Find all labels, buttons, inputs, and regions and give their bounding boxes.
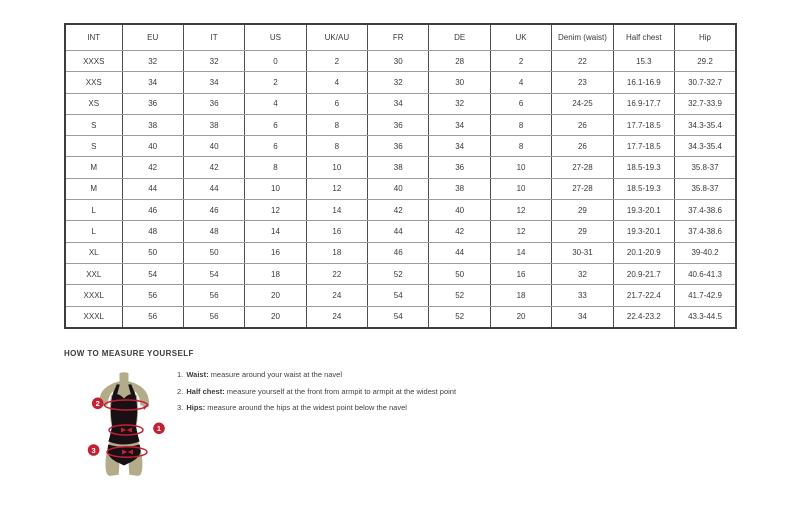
table-cell: 24 (306, 306, 367, 328)
step-label: Half chest: (186, 386, 225, 396)
table-cell: 20 (245, 285, 306, 306)
table-cell: 48 (183, 221, 244, 242)
table-cell: 42 (183, 157, 244, 178)
table-cell: 54 (368, 285, 429, 306)
table-cell: S (65, 136, 122, 157)
table-cell: 28 (429, 51, 490, 72)
table-cell: 32.7-33.9 (675, 93, 736, 114)
table-cell: 42 (122, 157, 183, 178)
table-cell: 16 (306, 221, 367, 242)
table-cell: 8 (245, 157, 306, 178)
table-cell: 50 (429, 263, 490, 284)
table-cell: 8 (306, 136, 367, 157)
marker-hips-number: 3 (91, 445, 96, 455)
table-cell: 4 (490, 72, 551, 93)
column-header: EU (122, 24, 183, 51)
table-cell: 8 (306, 114, 367, 135)
table-cell: 52 (429, 306, 490, 328)
table-cell: 54 (122, 263, 183, 284)
table-cell: 16.9-17.7 (613, 93, 674, 114)
column-header: Hip (675, 24, 736, 51)
column-header: DE (429, 24, 490, 51)
table-cell: L (65, 221, 122, 242)
table-cell: 43.3-44.5 (675, 306, 736, 328)
table-cell: 26 (552, 136, 613, 157)
table-cell: 39-40.2 (675, 242, 736, 263)
table-row (65, 178, 736, 199)
table-cell: 40 (429, 200, 490, 221)
table-cell: 27-28 (552, 178, 613, 199)
table-cell: 35.8-37 (675, 178, 736, 199)
table-row (65, 157, 736, 178)
table-cell: 32 (122, 51, 183, 72)
table-cell: XXXL (65, 306, 122, 328)
table-cell: 22 (552, 51, 613, 72)
table-row (65, 51, 736, 72)
table-cell: 38 (183, 114, 244, 135)
table-cell: 18 (306, 242, 367, 263)
table-row (65, 136, 736, 157)
table-cell: 34 (122, 72, 183, 93)
measure-step-half-chest (177, 388, 456, 396)
table-cell: 8 (490, 114, 551, 135)
table-cell: 56 (122, 285, 183, 306)
table-cell: 8 (490, 136, 551, 157)
table-cell: 44 (429, 242, 490, 263)
table-cell: 36 (183, 93, 244, 114)
table-cell: 50 (183, 242, 244, 263)
table-row (65, 114, 736, 135)
size-table-header-row (65, 24, 736, 51)
table-cell: 10 (490, 157, 551, 178)
table-row (65, 306, 736, 328)
table-row (65, 263, 736, 284)
table-cell: 34 (368, 93, 429, 114)
table-cell: 34 (183, 72, 244, 93)
table-cell: M (65, 178, 122, 199)
table-cell: 20 (245, 306, 306, 328)
size-chart-table (64, 23, 737, 329)
table-cell: 42 (368, 200, 429, 221)
table-cell: L (65, 200, 122, 221)
table-cell: 12 (245, 200, 306, 221)
table-cell: 14 (245, 221, 306, 242)
table-cell: 20.1-20.9 (613, 242, 674, 263)
measure-guide-title: HOW TO MEASURE YOURSELF (64, 349, 194, 358)
table-cell: 36 (368, 114, 429, 135)
table-cell: 12 (306, 178, 367, 199)
table-cell: 20 (490, 306, 551, 328)
table-cell: 23 (552, 72, 613, 93)
table-cell: 36 (368, 136, 429, 157)
table-row (65, 285, 736, 306)
table-cell: 32 (368, 72, 429, 93)
measure-step-waist (177, 371, 456, 379)
step-text: measure around your waist at the navel (208, 370, 343, 379)
table-cell: 6 (245, 136, 306, 157)
step-label: Waist: (186, 370, 209, 379)
column-header: INT (65, 24, 122, 51)
table-cell: 6 (306, 93, 367, 114)
step-label: Hips: (186, 403, 206, 412)
step-number: 1. (177, 370, 184, 379)
table-cell: 38 (429, 178, 490, 199)
table-cell: 34 (429, 114, 490, 135)
step-text: measure around the hips at the widest point below the navel (205, 403, 407, 412)
table-cell: 40 (183, 136, 244, 157)
table-cell: 30.7-32.7 (675, 72, 736, 93)
column-header: FR (368, 24, 429, 51)
table-cell: XL (65, 242, 122, 263)
column-header: IT (183, 24, 244, 51)
table-cell: 21.7-22.4 (613, 285, 674, 306)
table-row (65, 93, 736, 114)
table-cell: 18 (490, 285, 551, 306)
table-cell: 15.3 (613, 51, 674, 72)
table-row (65, 72, 736, 93)
swimsuit-top (108, 394, 139, 444)
table-cell: 30 (368, 51, 429, 72)
table-cell: 52 (429, 285, 490, 306)
table-cell: 50 (122, 242, 183, 263)
table-cell: 38 (122, 114, 183, 135)
measure-guide-section (64, 349, 624, 514)
table-cell: 35.8-37 (675, 157, 736, 178)
table-cell: 4 (245, 93, 306, 114)
table-cell: XXL (65, 263, 122, 284)
table-cell: 2 (490, 51, 551, 72)
table-cell: 10 (245, 178, 306, 199)
table-cell: S (65, 114, 122, 135)
table-cell: 32 (183, 51, 244, 72)
table-cell: 40 (122, 136, 183, 157)
table-cell: 4 (306, 72, 367, 93)
step-number: 2. (177, 386, 184, 396)
table-cell: 30 (429, 72, 490, 93)
column-header: UK (490, 24, 551, 51)
table-cell: XS (65, 93, 122, 114)
step-text: measure yourself at the front from armpit to armpit at the widest point (224, 386, 457, 396)
table-cell: 10 (490, 178, 551, 199)
table-cell: 20.9-21.7 (613, 263, 674, 284)
table-cell: XXS (65, 72, 122, 93)
table-cell: 10 (306, 157, 367, 178)
table-cell: 36 (122, 93, 183, 114)
table-cell: XXXL (65, 285, 122, 306)
table-cell: 12 (490, 200, 551, 221)
marker-half-chest-number: 2 (95, 399, 100, 409)
table-cell: 44 (122, 178, 183, 199)
table-cell: 24 (306, 285, 367, 306)
table-cell: 52 (368, 263, 429, 284)
table-cell: 14 (490, 242, 551, 263)
table-cell: 46 (368, 242, 429, 263)
table-cell: 37.4-38.6 (675, 200, 736, 221)
table-cell: 34 (552, 306, 613, 328)
table-cell: 19.3-20.1 (613, 200, 674, 221)
table-cell: 17.7-18.5 (613, 114, 674, 135)
table-cell: 48 (122, 221, 183, 242)
table-cell: 56 (122, 306, 183, 328)
table-cell: 19.3-20.1 (613, 221, 674, 242)
table-cell: 18.5-19.3 (613, 178, 674, 199)
table-cell: 18.5-19.3 (613, 157, 674, 178)
table-cell: 27-28 (552, 157, 613, 178)
table-cell: 16 (490, 263, 551, 284)
column-header: US (245, 24, 306, 51)
table-cell: 32 (429, 93, 490, 114)
table-cell: 22 (306, 263, 367, 284)
table-cell: 29.2 (675, 51, 736, 72)
table-cell: 16.1-16.9 (613, 72, 674, 93)
table-cell: M (65, 157, 122, 178)
table-cell: 2 (306, 51, 367, 72)
table-cell: 34.3-35.4 (675, 136, 736, 157)
table-cell: 18 (245, 263, 306, 284)
table-cell: 30-31 (552, 242, 613, 263)
table-cell: 37.4-38.6 (675, 221, 736, 242)
column-header: Half chest (613, 24, 674, 51)
column-header: UK/AU (306, 24, 367, 51)
table-cell: 2 (245, 72, 306, 93)
mannequin-neck (120, 372, 129, 386)
marker-waist-number: 1 (156, 424, 162, 434)
table-cell: 33 (552, 285, 613, 306)
table-cell: 12 (490, 221, 551, 242)
table-cell: 32 (552, 263, 613, 284)
table-cell: 34.3-35.4 (675, 114, 736, 135)
table-cell: 36 (429, 157, 490, 178)
table-cell: 29 (552, 200, 613, 221)
table-cell: 22.4-23.2 (613, 306, 674, 328)
table-cell: 54 (368, 306, 429, 328)
table-row (65, 242, 736, 263)
table-cell: 17.7-18.5 (613, 136, 674, 157)
table-cell: 16 (245, 242, 306, 263)
table-cell: 0 (245, 51, 306, 72)
table-row (65, 200, 736, 221)
table-cell: 14 (306, 200, 367, 221)
step-number: 3. (177, 403, 184, 412)
table-cell: 42 (429, 221, 490, 242)
measure-steps (177, 371, 456, 421)
table-cell: XXXS (65, 51, 122, 72)
table-cell: 38 (368, 157, 429, 178)
table-cell: 29 (552, 221, 613, 242)
table-cell: 44 (368, 221, 429, 242)
table-cell: 56 (183, 285, 244, 306)
table-cell: 44 (183, 178, 244, 199)
table-cell: 56 (183, 306, 244, 328)
measure-step-hips (177, 404, 456, 412)
size-table-body (65, 51, 736, 328)
table-row (65, 221, 736, 242)
table-cell: 46 (122, 200, 183, 221)
table-cell: 6 (490, 93, 551, 114)
size-chart (64, 23, 737, 329)
table-cell: 26 (552, 114, 613, 135)
table-cell: 40.6-41.3 (675, 263, 736, 284)
table-cell: 54 (183, 263, 244, 284)
table-cell: 24-25 (552, 93, 613, 114)
column-header: Denim (waist) (552, 24, 613, 51)
table-cell: 6 (245, 114, 306, 135)
table-cell: 34 (429, 136, 490, 157)
table-cell: 46 (183, 200, 244, 221)
table-cell: 40 (368, 178, 429, 199)
table-cell: 41.7-42.9 (675, 285, 736, 306)
